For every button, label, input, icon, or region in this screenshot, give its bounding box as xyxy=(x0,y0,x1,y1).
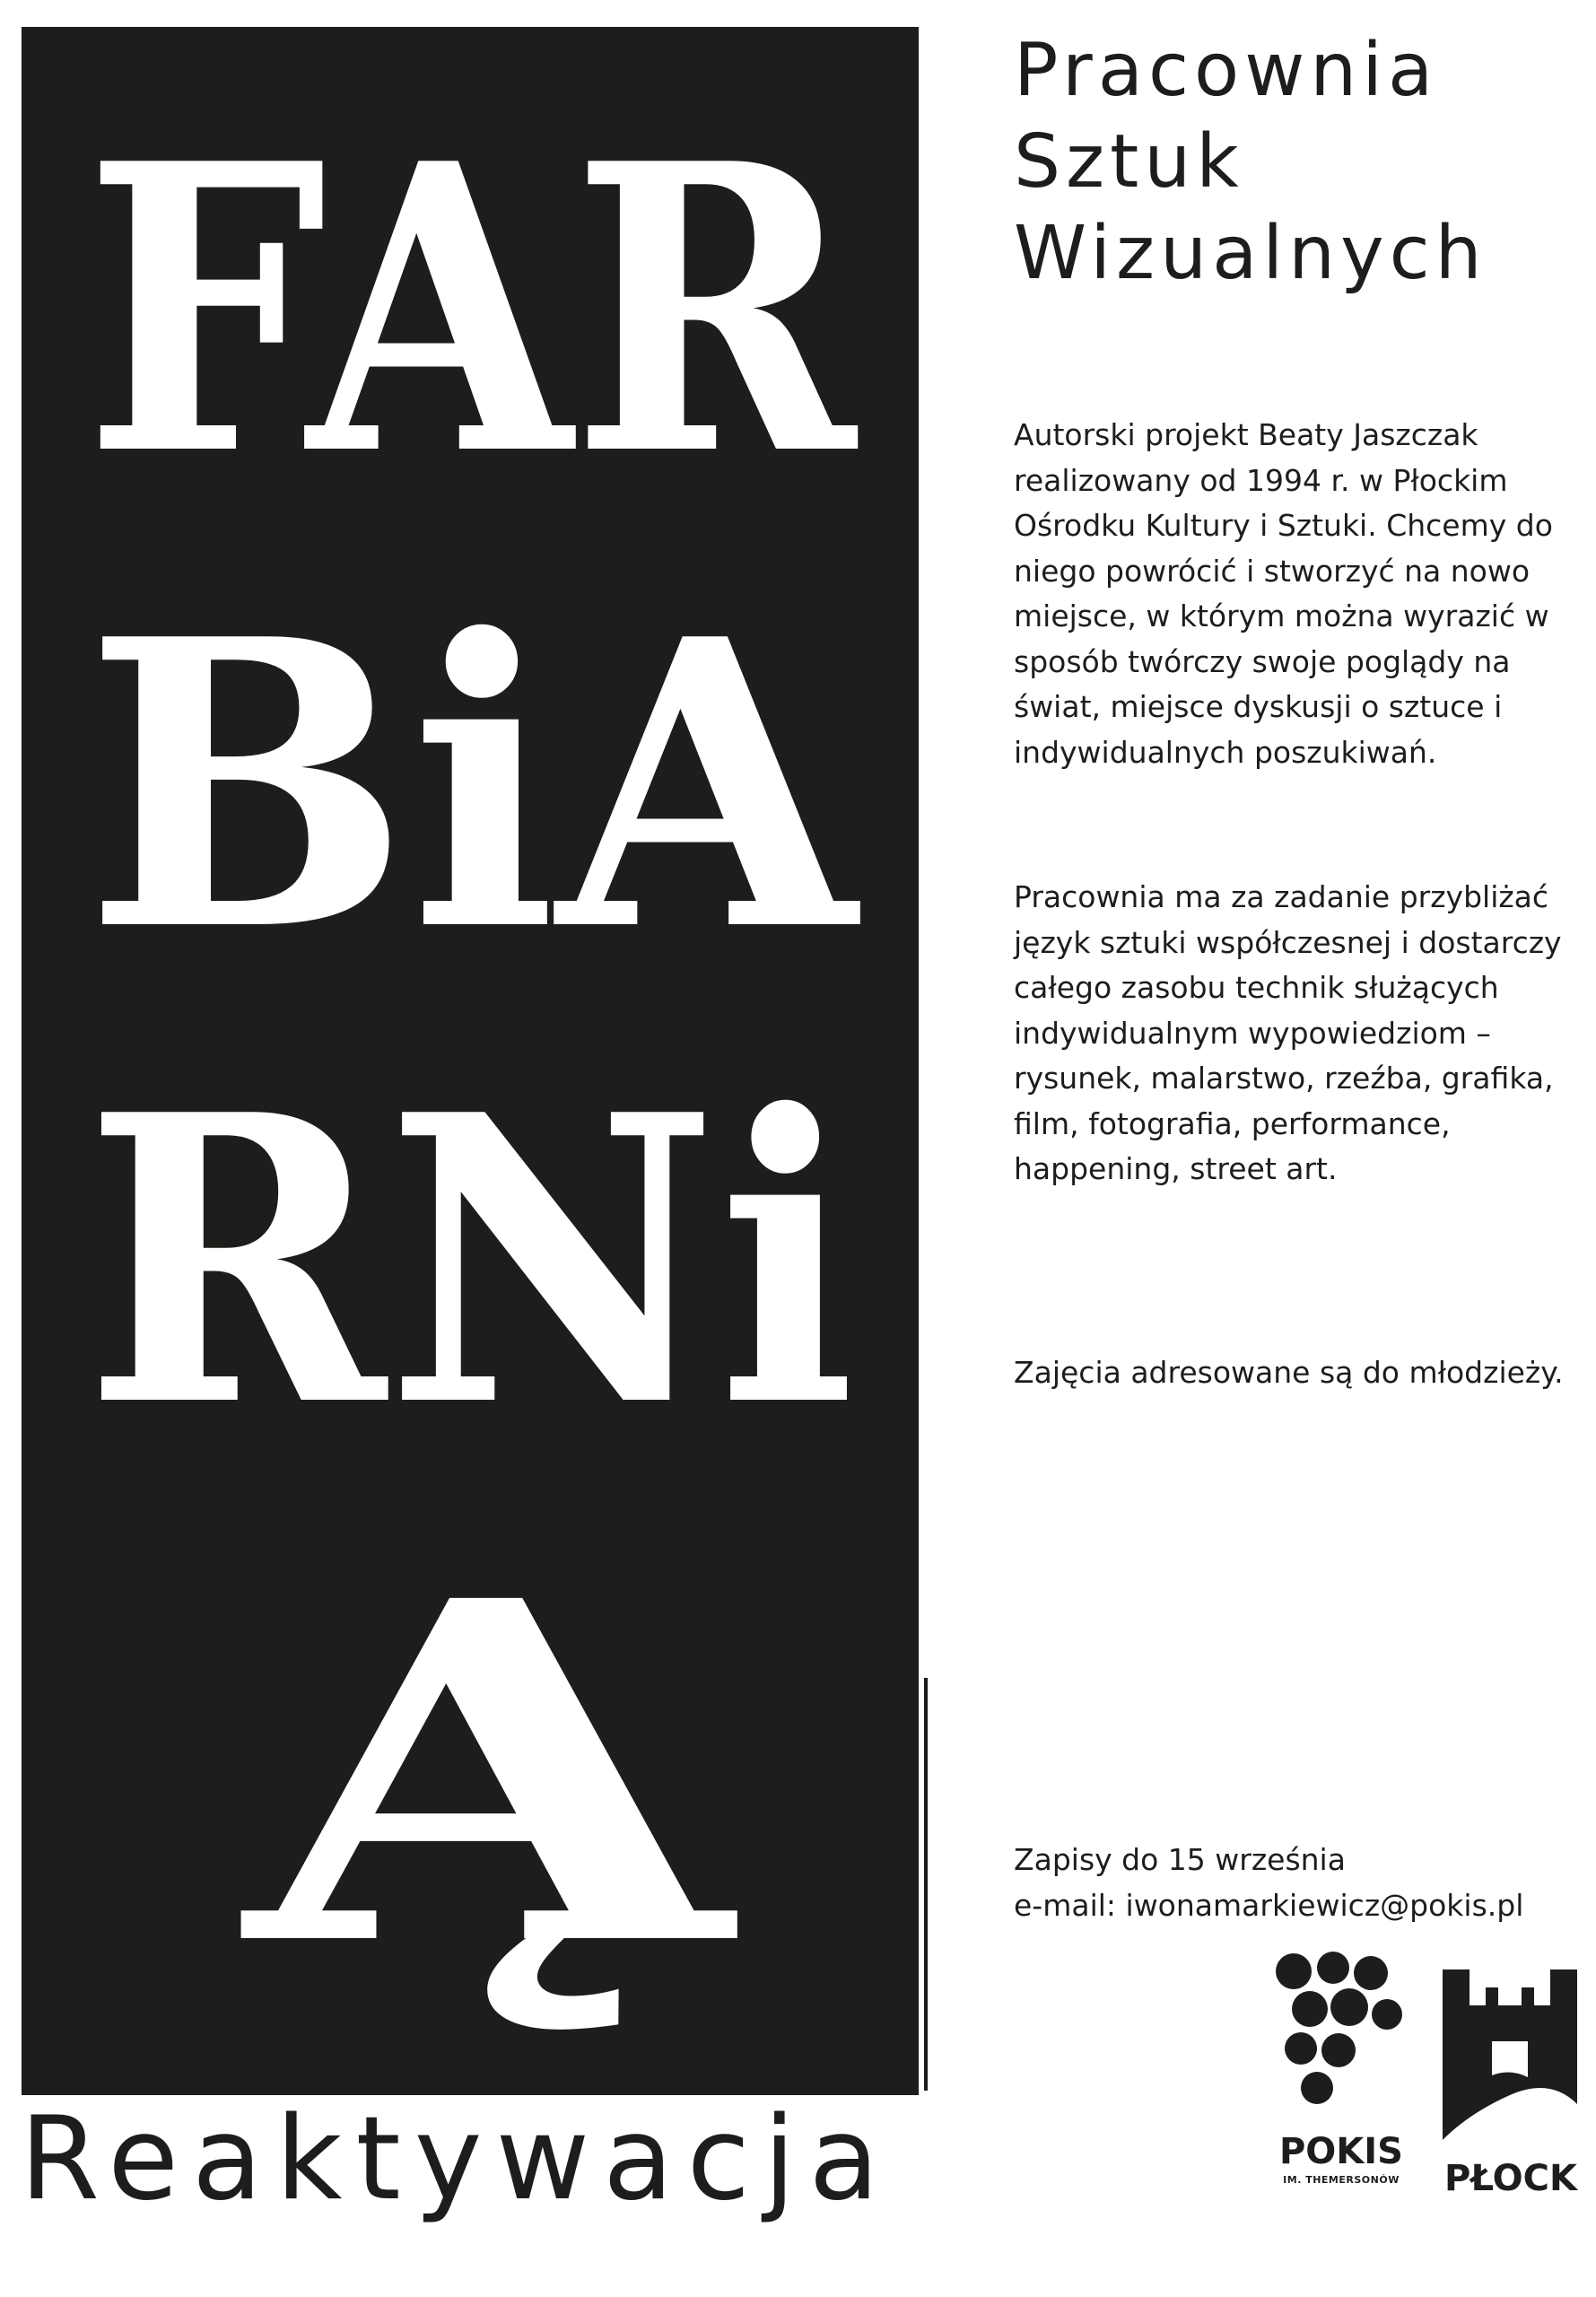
title-row-1: FAR xyxy=(84,78,860,542)
logos-footer xyxy=(1274,1952,1588,2284)
signup-deadline: Zapisy do 15 września xyxy=(1014,1842,1346,1877)
contact-email: e-mail: iwonamarkiewicz@pokis.pl xyxy=(1014,1887,1524,1923)
plock-logo xyxy=(1434,1952,1588,2284)
title-row-4: Ą xyxy=(236,1500,744,2048)
contact-info xyxy=(1014,1838,1579,1928)
paragraph-audience: Zajęcia adresowane są do młodzieży. xyxy=(1014,1355,1564,1390)
pokis-logo xyxy=(1274,1952,1417,2275)
heading-line-3: Wizualnych xyxy=(1014,211,1487,296)
pokis-grape-logo-icon xyxy=(1274,1952,1408,2127)
farbiarnia-title-svg xyxy=(22,27,919,2095)
heading-line-2: Sztuk xyxy=(1014,119,1244,205)
title-row-3: RNi xyxy=(84,1029,856,1493)
farbiarnia-title-art xyxy=(22,27,919,2095)
page-heading xyxy=(1014,25,1579,300)
paragraph-techniques: Pracownia ma za zadanie przybliżać język sztuki współczesnej i dostarczy całego zasobu technik służących indywidualnym wypowiedziom – rysunek, malarstwo, rzeźba, grafika, film, fotografia, performance, happening, street art. xyxy=(1014,879,1562,1186)
pokis-name: POKIS xyxy=(1278,2131,1403,2172)
subtitle-reaktywacja: Reaktywacja xyxy=(20,2092,893,2226)
pokis-subtitle: IM. THEMERSONÓW xyxy=(1283,2174,1400,2186)
title-row-2: BiA xyxy=(84,554,865,1017)
panel-edge-line xyxy=(924,1678,928,2091)
heading-line-1: Pracownia xyxy=(1014,28,1439,113)
paragraph-project: Autorski projekt Beaty Jaszczak realizowany od 1994 r. w Płockim Ośrodku Kultury i Sztuki. Chcemy do niego powrócić i stworzyć na nowo miejsce, w którym można wyrazić w sposób twórczy swoje poglądy na świat, miejsce dyskusji o sztuce i indywidualnych poszukiwań. xyxy=(1014,417,1553,770)
plock-name: PŁOCK xyxy=(1444,2158,1577,2199)
plock-castle-logo-icon xyxy=(1443,1969,1577,2140)
